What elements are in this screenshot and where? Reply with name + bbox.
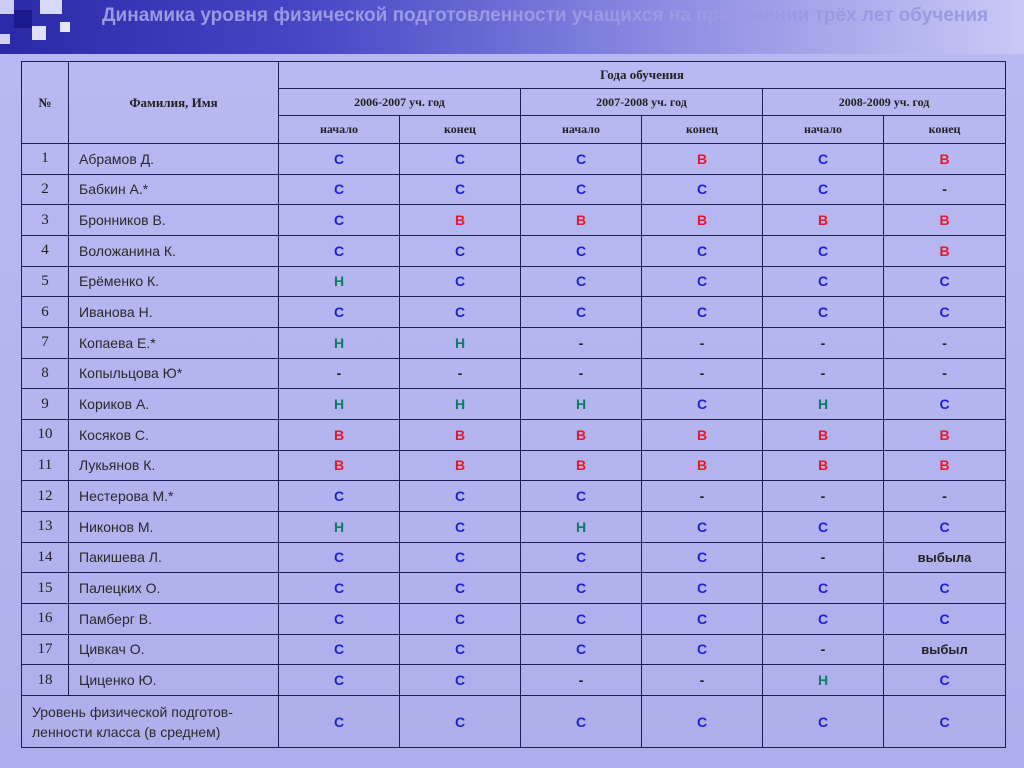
table-row: [22, 389, 1006, 420]
student-name: Косяков С.: [69, 419, 279, 450]
level-value: С: [279, 144, 400, 175]
level-value: В: [884, 235, 1006, 266]
level-value: С: [279, 665, 400, 696]
level-value: С: [400, 573, 521, 604]
level-value: -: [279, 358, 400, 389]
level-value: -: [642, 665, 763, 696]
level-value: -: [763, 327, 884, 358]
header-start: начало: [279, 116, 400, 144]
header-end: конец: [400, 116, 521, 144]
student-name: Никонов М.: [69, 511, 279, 542]
table-row: [22, 603, 1006, 634]
student-name: Абрамов Д.: [69, 144, 279, 175]
level-value: С: [400, 144, 521, 175]
decor-square: [0, 34, 10, 44]
level-value: -: [763, 634, 884, 665]
class-average-label-line: Уровень физической подготов-: [32, 703, 233, 720]
level-value: С: [521, 266, 642, 297]
student-name: Воложанина К.: [69, 235, 279, 266]
row-number: 6: [22, 297, 69, 328]
table-row: [22, 174, 1006, 205]
student-name: Бронников В.: [69, 205, 279, 236]
level-value: В: [400, 205, 521, 236]
level-value: С: [400, 481, 521, 512]
level-value: С: [521, 603, 642, 634]
level-value: С: [400, 603, 521, 634]
level-value: В: [642, 450, 763, 481]
table-row: [22, 419, 1006, 450]
level-value: С: [279, 205, 400, 236]
level-value: С: [521, 144, 642, 175]
level-value: С: [521, 634, 642, 665]
level-value: В: [763, 419, 884, 450]
class-average-value: С: [279, 696, 400, 748]
level-value: С: [279, 603, 400, 634]
student-name: Нестерова М.*: [69, 481, 279, 512]
student-name: Лукьянов К.: [69, 450, 279, 481]
header-year: 2008-2009 уч. год: [763, 89, 1006, 116]
level-value: В: [642, 144, 763, 175]
level-value: С: [884, 511, 1006, 542]
table-row: [22, 573, 1006, 604]
level-value: С: [279, 634, 400, 665]
row-number: 11: [22, 450, 69, 481]
level-value: С: [400, 542, 521, 573]
row-number: 18: [22, 665, 69, 696]
level-value: В: [400, 419, 521, 450]
level-value: С: [400, 634, 521, 665]
table-row: [22, 634, 1006, 665]
table-row: [22, 665, 1006, 696]
level-value: С: [400, 266, 521, 297]
level-value: выбыла: [884, 542, 1006, 573]
header-number: №: [22, 62, 69, 144]
row-number: 3: [22, 205, 69, 236]
level-value: В: [642, 419, 763, 450]
header-end: конец: [642, 116, 763, 144]
level-value: -: [884, 327, 1006, 358]
slide-title: Динамика уровня физической подготовленности учащихся на протяжении трёх лет обучения: [102, 5, 989, 26]
decor-square: [40, 0, 62, 14]
level-value: выбыл: [884, 634, 1006, 665]
level-value: -: [763, 481, 884, 512]
level-value: -: [521, 327, 642, 358]
level-value: С: [521, 481, 642, 512]
level-value: С: [763, 235, 884, 266]
header-end: конец: [884, 116, 1006, 144]
level-value: В: [279, 450, 400, 481]
level-value: Н: [400, 327, 521, 358]
level-value: С: [400, 174, 521, 205]
level-value: -: [763, 358, 884, 389]
table-row: [22, 144, 1006, 175]
student-name: Памберг В.: [69, 603, 279, 634]
level-value: С: [521, 573, 642, 604]
level-value: С: [400, 665, 521, 696]
table-row: [22, 266, 1006, 297]
row-number: 2: [22, 174, 69, 205]
table-row: [22, 542, 1006, 573]
level-value: С: [763, 511, 884, 542]
table-row: [22, 235, 1006, 266]
level-value: С: [279, 542, 400, 573]
student-name: Копыльцова Ю*: [69, 358, 279, 389]
class-average-value: С: [521, 696, 642, 748]
class-average-label-line: ленности класса (в среднем): [32, 723, 221, 740]
table-row: [22, 481, 1006, 512]
level-value: С: [763, 603, 884, 634]
level-value: В: [279, 419, 400, 450]
level-value: С: [400, 235, 521, 266]
row-number: 1: [22, 144, 69, 175]
level-value: Н: [400, 389, 521, 420]
class-average-value: С: [400, 696, 521, 748]
level-value: С: [279, 235, 400, 266]
row-number: 17: [22, 634, 69, 665]
level-value: С: [279, 174, 400, 205]
student-name: Циценко Ю.: [69, 665, 279, 696]
level-value: С: [763, 144, 884, 175]
row-number: 8: [22, 358, 69, 389]
level-value: С: [763, 297, 884, 328]
level-value: -: [642, 358, 763, 389]
level-value: С: [884, 665, 1006, 696]
level-value: С: [763, 266, 884, 297]
row-number: 14: [22, 542, 69, 573]
student-name: Копаева Е.*: [69, 327, 279, 358]
level-value: -: [763, 542, 884, 573]
level-value: С: [521, 235, 642, 266]
header-years-group: Года обучения: [279, 62, 1006, 89]
level-value: В: [642, 205, 763, 236]
level-value: -: [521, 358, 642, 389]
level-value: -: [400, 358, 521, 389]
student-name: Палецких О.: [69, 573, 279, 604]
level-value: В: [400, 450, 521, 481]
table-row: [22, 450, 1006, 481]
table-row: [22, 327, 1006, 358]
level-value: В: [521, 419, 642, 450]
level-value: С: [642, 542, 763, 573]
level-value: С: [279, 297, 400, 328]
student-name: Пакишева Л.: [69, 542, 279, 573]
student-name: Бабкин А.*: [69, 174, 279, 205]
level-value: Н: [279, 389, 400, 420]
level-value: С: [279, 481, 400, 512]
level-value: С: [642, 235, 763, 266]
level-value: Н: [279, 266, 400, 297]
table-row: [22, 511, 1006, 542]
level-value: В: [884, 419, 1006, 450]
level-value: С: [884, 573, 1006, 604]
decor-square: [14, 10, 32, 28]
row-number: 5: [22, 266, 69, 297]
level-value: -: [521, 665, 642, 696]
header-start: начало: [521, 116, 642, 144]
level-value: Н: [763, 665, 884, 696]
class-average-value: С: [642, 696, 763, 748]
level-value: С: [279, 573, 400, 604]
level-value: В: [763, 205, 884, 236]
level-value: С: [763, 573, 884, 604]
row-number: 7: [22, 327, 69, 358]
student-name: Кориков А.: [69, 389, 279, 420]
level-value: С: [642, 603, 763, 634]
row-number: 12: [22, 481, 69, 512]
level-value: С: [642, 297, 763, 328]
level-value: В: [521, 450, 642, 481]
level-value: С: [400, 297, 521, 328]
level-value: С: [884, 266, 1006, 297]
level-value: В: [763, 450, 884, 481]
header-name: Фамилия, Имя: [69, 62, 279, 144]
level-value: С: [642, 634, 763, 665]
table-row: [22, 297, 1006, 328]
level-value: -: [642, 481, 763, 512]
level-value: С: [642, 174, 763, 205]
level-value: Н: [279, 511, 400, 542]
level-value: С: [642, 389, 763, 420]
row-number: 4: [22, 235, 69, 266]
level-value: В: [884, 450, 1006, 481]
results-table: [21, 61, 1006, 748]
level-value: Н: [521, 511, 642, 542]
header-start: начало: [763, 116, 884, 144]
row-number: 15: [22, 573, 69, 604]
level-value: С: [884, 297, 1006, 328]
level-value: С: [884, 389, 1006, 420]
row-number: 13: [22, 511, 69, 542]
level-value: Н: [279, 327, 400, 358]
decor-square: [0, 0, 14, 14]
level-value: С: [521, 297, 642, 328]
level-value: С: [521, 174, 642, 205]
level-value: С: [884, 603, 1006, 634]
level-value: С: [763, 174, 884, 205]
class-average-value: С: [884, 696, 1006, 748]
class-average-value: С: [763, 696, 884, 748]
decor-square: [32, 26, 46, 40]
student-name: Иванова Н.: [69, 297, 279, 328]
level-value: В: [884, 144, 1006, 175]
level-value: С: [400, 511, 521, 542]
row-number: 16: [22, 603, 69, 634]
title-bar: [0, 0, 1024, 54]
level-value: Н: [763, 389, 884, 420]
decor-square: [60, 22, 70, 32]
level-value: -: [884, 174, 1006, 205]
row-number: 9: [22, 389, 69, 420]
level-value: С: [642, 266, 763, 297]
level-value: -: [642, 327, 763, 358]
level-value: Н: [521, 389, 642, 420]
row-number: 10: [22, 419, 69, 450]
level-value: С: [642, 573, 763, 604]
header-year: 2006-2007 уч. год: [279, 89, 521, 116]
table-row: [22, 358, 1006, 389]
level-value: -: [884, 481, 1006, 512]
table-row: [22, 205, 1006, 236]
student-name: Ерёменко К.: [69, 266, 279, 297]
header-year: 2007-2008 уч. год: [521, 89, 763, 116]
student-name: Цивкач О.: [69, 634, 279, 665]
level-value: С: [642, 511, 763, 542]
level-value: -: [884, 358, 1006, 389]
level-value: В: [521, 205, 642, 236]
level-value: С: [521, 542, 642, 573]
level-value: В: [884, 205, 1006, 236]
class-average-label: [22, 696, 279, 748]
